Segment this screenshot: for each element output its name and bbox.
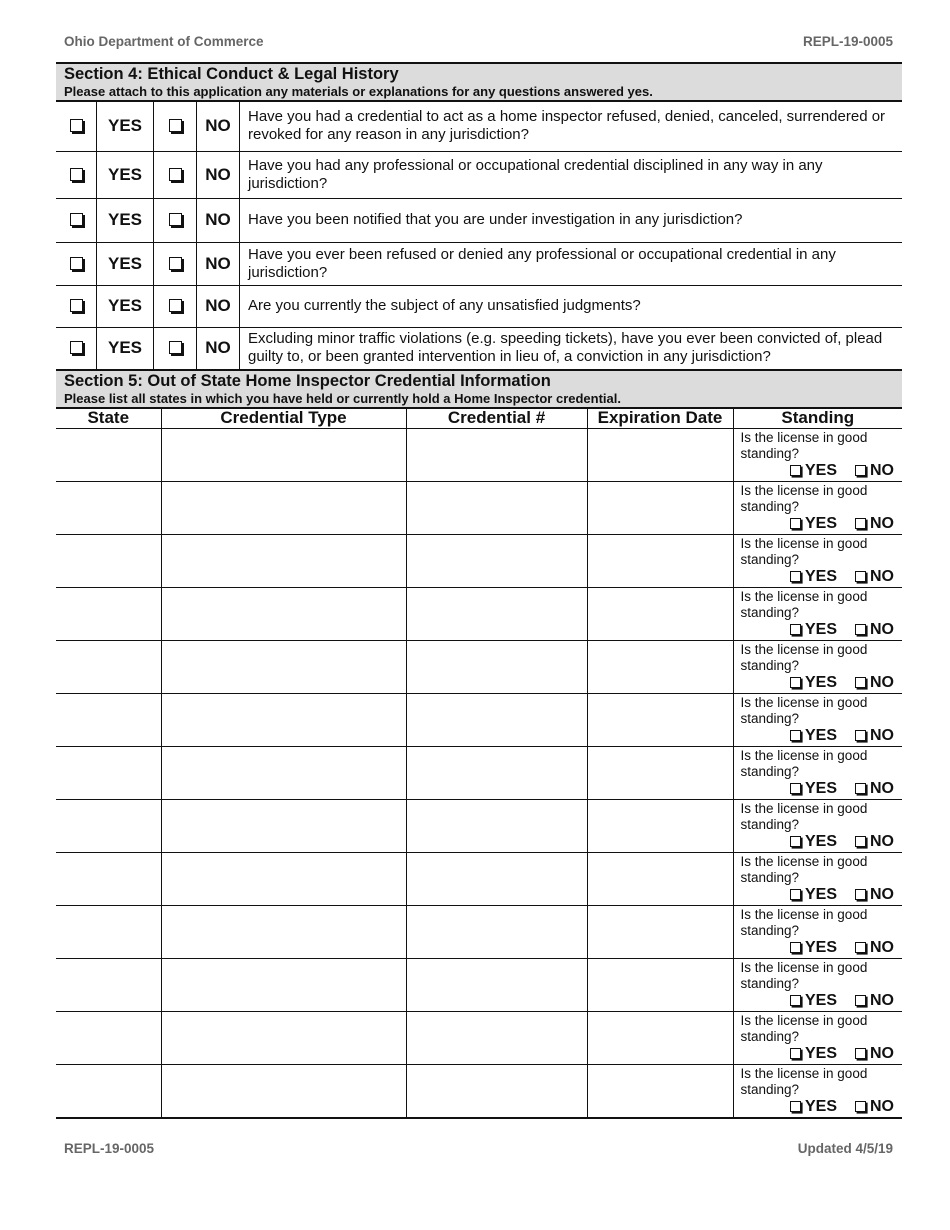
- expiration-date-cell[interactable]: [587, 641, 733, 694]
- yes-checkbox-cell: [56, 151, 97, 198]
- credential-type-cell[interactable]: [161, 535, 406, 588]
- standing-yes-checkbox[interactable]: [790, 836, 801, 847]
- standing-no-label: NO: [870, 1045, 894, 1062]
- standing-options: [790, 568, 894, 586]
- table-row: [56, 1065, 902, 1119]
- standing-no-label: NO: [870, 780, 894, 797]
- credential-number-cell[interactable]: [406, 641, 587, 694]
- yes-checkbox-cell: [56, 242, 97, 285]
- standing-cell: [733, 1065, 902, 1119]
- credential-type-cell[interactable]: [161, 906, 406, 959]
- credential-number-cell[interactable]: [406, 747, 587, 800]
- question-text: Have you been notified that you are under investigation in any jurisdiction?: [240, 198, 903, 242]
- table-row: [56, 482, 902, 535]
- standing-no-checkbox[interactable]: [855, 465, 866, 476]
- column-header: State: [56, 408, 161, 429]
- no-checkbox-cell: [154, 101, 197, 151]
- standing-yes-checkbox[interactable]: [790, 995, 801, 1006]
- standing-yes-label: YES: [804, 992, 837, 1009]
- expiration-date-cell[interactable]: [587, 853, 733, 906]
- table-row: [56, 429, 902, 482]
- standing-yes-label: YES: [804, 1098, 837, 1115]
- standing-question: Is the license in good standing?: [740, 642, 868, 673]
- standing-no-checkbox[interactable]: [855, 677, 866, 688]
- yes-checkbox-cell: [56, 101, 97, 151]
- section4-questions-table: [56, 101, 902, 370]
- credential-number-cell[interactable]: [406, 1065, 587, 1119]
- credential-number-cell[interactable]: [406, 588, 587, 641]
- credential-type-cell[interactable]: [161, 853, 406, 906]
- no-checkbox[interactable]: [169, 213, 182, 226]
- no-checkbox[interactable]: [169, 168, 182, 181]
- credential-type-cell[interactable]: [161, 747, 406, 800]
- expiration-date-cell[interactable]: [587, 800, 733, 853]
- state-cell[interactable]: [56, 429, 161, 482]
- standing-options: [790, 515, 894, 533]
- state-cell[interactable]: [56, 1065, 161, 1119]
- standing-cell: [733, 1012, 902, 1065]
- expiration-date-cell[interactable]: [587, 747, 733, 800]
- standing-no-label: NO: [870, 515, 894, 532]
- table-row: [56, 959, 902, 1012]
- no-label: NO: [197, 285, 240, 327]
- yes-label: YES: [97, 101, 154, 151]
- no-checkbox-cell: [154, 198, 197, 242]
- standing-no-checkbox[interactable]: [855, 518, 866, 529]
- standing-no-label: NO: [870, 1098, 894, 1115]
- no-label: NO: [197, 327, 240, 369]
- form-code-header: REPL-19-0005: [802, 34, 893, 49]
- standing-cell: [733, 747, 902, 800]
- standing-options: [790, 939, 894, 957]
- standing-question: Is the license in good standing?: [740, 1066, 868, 1097]
- section5-header: [56, 369, 902, 409]
- no-label: NO: [197, 198, 240, 242]
- credential-number-cell[interactable]: [406, 959, 587, 1012]
- credential-table: [56, 408, 902, 1119]
- yes-label: YES: [97, 242, 154, 285]
- yes-label: YES: [97, 285, 154, 327]
- page-header: [64, 34, 893, 52]
- table-row: [56, 747, 902, 800]
- yes-checkbox[interactable]: [70, 341, 83, 354]
- standing-no-checkbox[interactable]: [855, 836, 866, 847]
- no-checkbox-cell: [154, 242, 197, 285]
- page-footer: [64, 1141, 893, 1159]
- standing-no-checkbox[interactable]: [855, 624, 866, 635]
- yes-checkbox-cell: [56, 285, 97, 327]
- yes-checkbox[interactable]: [70, 257, 83, 270]
- credential-type-cell[interactable]: [161, 959, 406, 1012]
- credential-number-cell[interactable]: [406, 853, 587, 906]
- standing-yes-label: YES: [804, 515, 837, 532]
- yes-checkbox[interactable]: [70, 119, 83, 132]
- standing-cell: [733, 535, 902, 588]
- yes-checkbox[interactable]: [70, 213, 83, 226]
- section4-subtitle: Please attach to this application any materials or explanations for any questions answered yes.: [64, 84, 653, 99]
- standing-cell: [733, 588, 902, 641]
- standing-question: Is the license in good standing?: [740, 1013, 868, 1044]
- standing-options: [790, 833, 894, 851]
- credential-type-cell[interactable]: [161, 1065, 406, 1119]
- standing-cell: [733, 694, 902, 747]
- credential-type-cell[interactable]: [161, 694, 406, 747]
- no-checkbox[interactable]: [169, 119, 182, 132]
- credential-number-cell[interactable]: [406, 694, 587, 747]
- standing-options: [790, 462, 894, 480]
- table-row: [56, 800, 902, 853]
- standing-yes-checkbox[interactable]: [790, 518, 801, 529]
- yes-checkbox[interactable]: [70, 299, 83, 312]
- state-cell[interactable]: [56, 959, 161, 1012]
- expiration-date-cell[interactable]: [587, 482, 733, 535]
- standing-yes-label: YES: [804, 674, 837, 691]
- standing-yes-label: YES: [804, 621, 837, 638]
- no-label: NO: [197, 151, 240, 198]
- standing-no-checkbox[interactable]: [855, 942, 866, 953]
- credential-type-cell[interactable]: [161, 429, 406, 482]
- standing-yes-checkbox[interactable]: [790, 465, 801, 476]
- question-text: Excluding minor traffic violations (e.g. speeding tickets), have you ever been convicted of, plead guilty to, or been granted intervention in lieu of, a conviction in any jurisdiction?: [240, 327, 903, 369]
- standing-question: Is the license in good standing?: [740, 748, 868, 779]
- standing-no-checkbox[interactable]: [855, 889, 866, 900]
- question-row: [56, 327, 902, 369]
- standing-yes-label: YES: [804, 780, 837, 797]
- standing-question: Is the license in good standing?: [740, 589, 868, 620]
- standing-no-label: NO: [870, 992, 894, 1009]
- standing-cell: [733, 641, 902, 694]
- standing-no-checkbox[interactable]: [855, 1048, 866, 1059]
- credential-type-cell[interactable]: [161, 1012, 406, 1065]
- standing-question: Is the license in good standing?: [740, 536, 868, 567]
- standing-yes-checkbox[interactable]: [790, 889, 801, 900]
- standing-yes-checkbox[interactable]: [790, 1048, 801, 1059]
- question-row: [56, 101, 902, 151]
- standing-no-label: NO: [870, 886, 894, 903]
- question-row: [56, 198, 902, 242]
- expiration-date-cell[interactable]: [587, 1065, 733, 1119]
- column-header: Standing: [733, 408, 902, 429]
- question-text: Have you ever been refused or denied any professional or occupational credential in any jurisdiction?: [240, 242, 903, 285]
- credential-number-cell[interactable]: [406, 800, 587, 853]
- no-label: NO: [197, 242, 240, 285]
- credential-type-cell[interactable]: [161, 482, 406, 535]
- state-cell[interactable]: [56, 588, 161, 641]
- credential-number-cell[interactable]: [406, 535, 587, 588]
- yes-label: YES: [97, 198, 154, 242]
- table-row: [56, 535, 902, 588]
- org-name: Ohio Department of Commerce: [64, 34, 264, 49]
- question-text: Are you currently the subject of any unsatisfied judgments?: [240, 285, 903, 327]
- credential-number-cell[interactable]: [406, 1012, 587, 1065]
- table-row: [56, 853, 902, 906]
- standing-cell: [733, 482, 902, 535]
- form-code-footer: REPL-19-0005: [64, 1141, 155, 1156]
- section5-subtitle: Please list all states in which you have held or currently hold a Home Inspector credential.: [64, 391, 622, 406]
- expiration-date-cell[interactable]: [587, 959, 733, 1012]
- yes-checkbox-cell: [56, 327, 97, 369]
- expiration-date-cell[interactable]: [587, 694, 733, 747]
- standing-yes-checkbox[interactable]: [790, 571, 801, 582]
- standing-options: [790, 674, 894, 692]
- standing-yes-label: YES: [804, 568, 837, 585]
- standing-yes-checkbox[interactable]: [790, 677, 801, 688]
- standing-cell: [733, 853, 902, 906]
- credential-number-cell[interactable]: [406, 482, 587, 535]
- standing-no-label: NO: [870, 568, 894, 585]
- no-checkbox-cell: [154, 285, 197, 327]
- standing-options: [790, 621, 894, 639]
- standing-question: Is the license in good standing?: [740, 854, 868, 885]
- standing-options: [790, 1098, 894, 1116]
- standing-yes-label: YES: [804, 727, 837, 744]
- standing-yes-checkbox[interactable]: [790, 942, 801, 953]
- standing-no-checkbox[interactable]: [855, 1101, 866, 1112]
- table-row: [56, 694, 902, 747]
- no-checkbox[interactable]: [169, 299, 182, 312]
- no-checkbox[interactable]: [169, 257, 182, 270]
- question-row: [56, 151, 902, 198]
- state-cell[interactable]: [56, 747, 161, 800]
- standing-no-checkbox[interactable]: [855, 730, 866, 741]
- expiration-date-cell[interactable]: [587, 1012, 733, 1065]
- column-header: Credential #: [406, 408, 587, 429]
- no-checkbox[interactable]: [169, 341, 182, 354]
- standing-question: Is the license in good standing?: [740, 801, 868, 832]
- state-cell[interactable]: [56, 694, 161, 747]
- standing-yes-checkbox[interactable]: [790, 624, 801, 635]
- no-checkbox-cell: [154, 151, 197, 198]
- state-cell[interactable]: [56, 800, 161, 853]
- standing-no-checkbox[interactable]: [855, 995, 866, 1006]
- standing-no-label: NO: [870, 939, 894, 956]
- table-row: [56, 906, 902, 959]
- standing-no-checkbox[interactable]: [855, 571, 866, 582]
- standing-no-label: NO: [870, 674, 894, 691]
- table-row: [56, 641, 902, 694]
- state-cell[interactable]: [56, 482, 161, 535]
- standing-no-label: NO: [870, 833, 894, 850]
- section4-title: Section 4: Ethical Conduct & Legal History: [64, 65, 399, 83]
- standing-yes-checkbox[interactable]: [790, 1101, 801, 1112]
- state-cell[interactable]: [56, 1012, 161, 1065]
- standing-yes-checkbox[interactable]: [790, 783, 801, 794]
- standing-no-label: NO: [870, 462, 894, 479]
- table-row: [56, 1012, 902, 1065]
- standing-options: [790, 780, 894, 798]
- question-text: Have you had any professional or occupational credential disciplined in any way in any jurisdiction?: [240, 151, 903, 198]
- table-row: [56, 588, 902, 641]
- standing-question: Is the license in good standing?: [740, 960, 868, 991]
- standing-cell: [733, 906, 902, 959]
- standing-question: Is the license in good standing?: [740, 907, 868, 938]
- column-header: Credential Type: [161, 408, 406, 429]
- standing-yes-checkbox[interactable]: [790, 730, 801, 741]
- expiration-date-cell[interactable]: [587, 906, 733, 959]
- yes-label: YES: [97, 327, 154, 369]
- credential-number-cell[interactable]: [406, 429, 587, 482]
- standing-no-checkbox[interactable]: [855, 783, 866, 794]
- expiration-date-cell[interactable]: [587, 429, 733, 482]
- standing-options: [790, 886, 894, 904]
- updated-date: Updated 4/5/19: [797, 1141, 893, 1156]
- yes-label: YES: [97, 151, 154, 198]
- standing-yes-label: YES: [804, 462, 837, 479]
- state-cell[interactable]: [56, 641, 161, 694]
- column-header: Expiration Date: [587, 408, 733, 429]
- standing-no-label: NO: [870, 727, 894, 744]
- standing-yes-label: YES: [804, 1045, 837, 1062]
- standing-cell: [733, 429, 902, 482]
- standing-options: [790, 727, 894, 745]
- question-row: [56, 285, 902, 327]
- yes-checkbox-cell: [56, 198, 97, 242]
- question-text: Have you had a credential to act as a home inspector refused, denied, canceled, surrendered or revoked for any reason in any jurisdiction?: [240, 101, 903, 151]
- yes-checkbox[interactable]: [70, 168, 83, 181]
- standing-question: Is the license in good standing?: [740, 483, 868, 514]
- standing-options: [790, 992, 894, 1010]
- no-label: NO: [197, 101, 240, 151]
- standing-yes-label: YES: [804, 939, 837, 956]
- expiration-date-cell[interactable]: [587, 535, 733, 588]
- no-checkbox-cell: [154, 327, 197, 369]
- credential-type-cell[interactable]: [161, 641, 406, 694]
- credential-type-cell[interactable]: [161, 800, 406, 853]
- state-cell[interactable]: [56, 906, 161, 959]
- standing-options: [790, 1045, 894, 1063]
- state-cell[interactable]: [56, 535, 161, 588]
- section4-header: [56, 62, 902, 102]
- standing-yes-label: YES: [804, 833, 837, 850]
- credential-number-cell[interactable]: [406, 906, 587, 959]
- state-cell[interactable]: [56, 853, 161, 906]
- standing-question: Is the license in good standing?: [740, 430, 868, 461]
- section5-title: Section 5: Out of State Home Inspector Credential Information: [64, 372, 551, 390]
- credential-type-cell[interactable]: [161, 588, 406, 641]
- expiration-date-cell[interactable]: [587, 588, 733, 641]
- question-row: [56, 242, 902, 285]
- standing-yes-label: YES: [804, 886, 837, 903]
- standing-cell: [733, 959, 902, 1012]
- standing-cell: [733, 800, 902, 853]
- standing-question: Is the license in good standing?: [740, 695, 868, 726]
- standing-no-label: NO: [870, 621, 894, 638]
